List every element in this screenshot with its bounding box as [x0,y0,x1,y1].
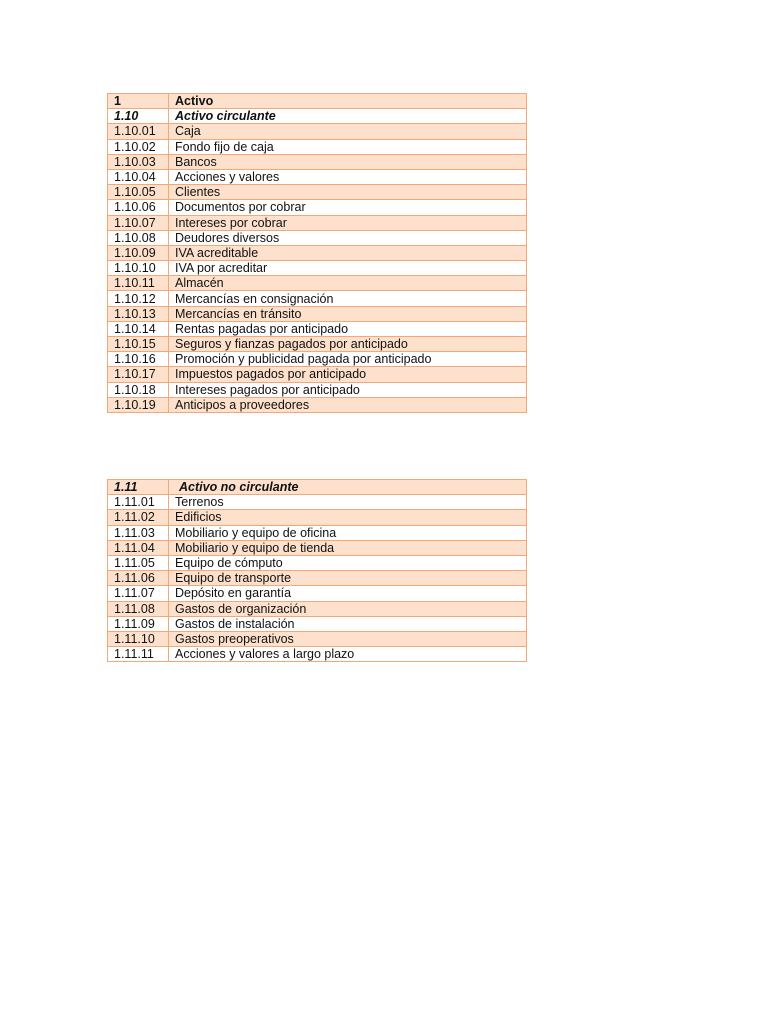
table-row [108,337,527,352]
account-code: 1.10.08 [108,230,169,245]
account-name: Acciones y valores a largo plazo [169,647,527,662]
table-row [108,397,527,412]
account-name: Promoción y publicidad pagada por anticipado [169,352,527,367]
account-code: 1.10.09 [108,245,169,260]
account-code: 1.11.05 [108,555,169,570]
account-code: 1.11.11 [108,647,169,662]
account-code: 1.10.10 [108,261,169,276]
account-name: Intereses por cobrar [169,215,527,230]
account-name: IVA acreditable [169,245,527,260]
table-row [108,276,527,291]
account-code: 1.10.17 [108,367,169,382]
account-name: Activo no circulante [169,480,527,495]
table-row [108,647,527,662]
account-name: Caja [169,124,527,139]
table-row [108,631,527,646]
account-code: 1.11.04 [108,540,169,555]
account-code: 1.10.16 [108,352,169,367]
table-row [108,230,527,245]
account-name: Acciones y valores [169,169,527,184]
account-code: 1.10.19 [108,397,169,412]
account-name: Mobiliario y equipo de tienda [169,540,527,555]
account-code: 1.10.15 [108,337,169,352]
account-name: Gastos de organización [169,601,527,616]
table-row [108,139,527,154]
table-row [108,367,527,382]
account-name: Gastos de instalación [169,616,527,631]
account-name: Clientes [169,185,527,200]
account-code: 1.11.09 [108,616,169,631]
table-row [108,306,527,321]
table-row [108,571,527,586]
account-name: Impuestos pagados por anticipado [169,367,527,382]
account-code: 1.10.01 [108,124,169,139]
table-row [108,261,527,276]
account-name: Mobiliario y equipo de oficina [169,525,527,540]
account-name: Activo [169,94,527,109]
account-name: Equipo de cómputo [169,555,527,570]
table-row [108,169,527,184]
account-name: Rentas pagadas por anticipado [169,321,527,336]
account-subgroup-row [108,480,527,495]
table-row [108,352,527,367]
account-code: 1.11.01 [108,495,169,510]
account-code: 1.10.04 [108,169,169,184]
account-code: 1.10.11 [108,276,169,291]
table-row [108,540,527,555]
account-code: 1.11.07 [108,586,169,601]
account-name: Edificios [169,510,527,525]
account-code: 1.10.07 [108,215,169,230]
account-code: 1.10.03 [108,154,169,169]
table-row [108,200,527,215]
account-code: 1.11.02 [108,510,169,525]
account-code: 1.11.10 [108,631,169,646]
account-name: Activo circulante [169,109,527,124]
account-name: Gastos preoperativos [169,631,527,646]
account-name: Mercancías en tránsito [169,306,527,321]
account-name: Almacén [169,276,527,291]
table-row [108,291,527,306]
account-code: 1.10.13 [108,306,169,321]
account-code: 1.11 [108,480,169,495]
account-name: Bancos [169,154,527,169]
account-code: 1.11.08 [108,601,169,616]
account-code: 1.11.06 [108,571,169,586]
non-current-assets-table [107,479,527,662]
account-code: 1.10.02 [108,139,169,154]
table-row [108,215,527,230]
account-code: 1 [108,94,169,109]
table-row [108,525,527,540]
account-name: Intereses pagados por anticipado [169,382,527,397]
table-row [108,124,527,139]
account-name: Terrenos [169,495,527,510]
account-code: 1.10.05 [108,185,169,200]
account-name: Mercancías en consignación [169,291,527,306]
account-name: Seguros y fianzas pagados por anticipado [169,337,527,352]
account-code: 1.10.18 [108,382,169,397]
account-code: 1.10 [108,109,169,124]
table-row [108,321,527,336]
account-name: Anticipos a proveedores [169,397,527,412]
account-code: 1.10.06 [108,200,169,215]
table-row [108,616,527,631]
table-row [108,185,527,200]
table-row [108,555,527,570]
account-name: Depósito en garantía [169,586,527,601]
table-row [108,510,527,525]
table-row [108,154,527,169]
table-row [108,382,527,397]
account-name: Equipo de transporte [169,571,527,586]
account-group-row [108,94,527,109]
table-row [108,586,527,601]
account-name: Deudores diversos [169,230,527,245]
account-code: 1.10.12 [108,291,169,306]
table-row [108,495,527,510]
account-name: Fondo fijo de caja [169,139,527,154]
table-row [108,245,527,260]
account-subgroup-row [108,109,527,124]
account-name: Documentos por cobrar [169,200,527,215]
table-row [108,601,527,616]
account-code: 1.10.14 [108,321,169,336]
account-code: 1.11.03 [108,525,169,540]
current-assets-table [107,93,527,413]
account-name: IVA por acreditar [169,261,527,276]
